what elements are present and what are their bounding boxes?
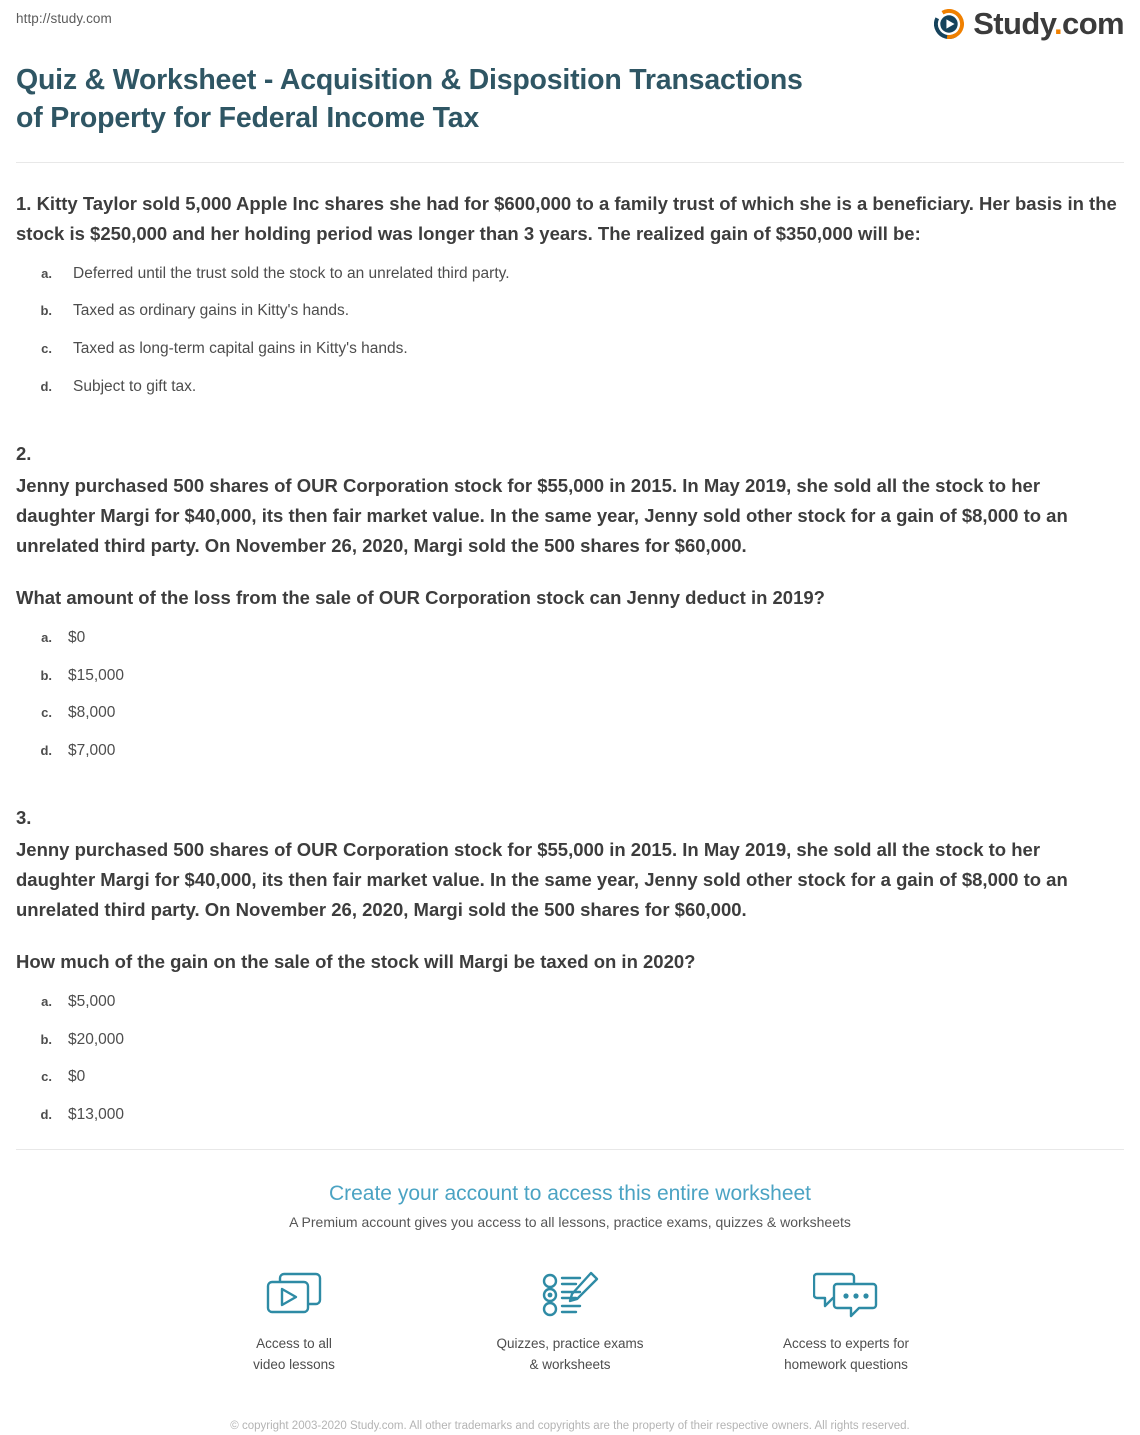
- option-letter: b.: [40, 303, 52, 319]
- option-text: $0: [68, 628, 86, 646]
- question-3-options: [16, 993, 1124, 1124]
- question-3: [16, 803, 1124, 1124]
- option-letter: c.: [41, 340, 52, 356]
- question-2: [16, 439, 1124, 760]
- option-c[interactable]: [34, 340, 1124, 359]
- option-c[interactable]: [34, 704, 1124, 723]
- cta-section: [16, 1150, 1124, 1435]
- logo-text-dot: .: [1054, 6, 1063, 41]
- questions-list: [16, 163, 1124, 1125]
- option-letter: b.: [40, 1031, 52, 1047]
- option-text: $5,000: [68, 993, 116, 1011]
- option-letter: b.: [40, 667, 52, 683]
- study-com-logo[interactable]: [934, 8, 1124, 39]
- question-3-prompt: How much of the gain on the sale of the stock will Margi be taxed on in 2020?: [16, 951, 696, 973]
- feature-label: [762, 1334, 930, 1375]
- page-title-line1: Quiz & Worksheet - Acquisition & Disposition Transactions: [16, 64, 803, 96]
- option-text: $20,000: [68, 1030, 125, 1048]
- cta-headline[interactable]: Create your account to access this entire worksheet: [328, 1181, 812, 1205]
- source-url: http://study.com: [16, 11, 112, 26]
- option-text: Subject to gift tax.: [73, 377, 197, 395]
- option-text: $0: [68, 1068, 86, 1086]
- option-b[interactable]: [34, 667, 1124, 686]
- feature-label-line2: & worksheets: [529, 1356, 611, 1372]
- feature-label-line1: Quizzes, practice exams: [496, 1336, 644, 1352]
- option-b[interactable]: [34, 1031, 1124, 1050]
- option-letter: a.: [41, 994, 52, 1010]
- feature-label-line1: Access to all: [256, 1336, 332, 1352]
- option-text: $15,000: [68, 666, 125, 684]
- option-d[interactable]: [34, 742, 1124, 761]
- question-1: [16, 189, 1124, 396]
- page-title: [16, 62, 1124, 138]
- feature-label-line2: video lessons: [253, 1356, 335, 1372]
- option-text: $13,000: [68, 1105, 125, 1123]
- option-letter: a.: [41, 265, 52, 281]
- option-letter: c.: [41, 705, 52, 721]
- option-text: Deferred until the trust sold the stock to an unrelated third party.: [73, 264, 510, 282]
- question-1-options: [16, 265, 1124, 396]
- option-b[interactable]: [34, 302, 1124, 321]
- option-text: Taxed as long-term capital gains in Kitty's hands.: [73, 339, 408, 357]
- cta-subtext: A Premium account gives you access to all lessons, practice exams, quizzes & worksheets: [289, 1213, 851, 1230]
- option-letter: d.: [40, 378, 52, 394]
- feature-label: [486, 1334, 654, 1375]
- question-1-stem: 1. Kitty Taylor sold 5,000 Apple Inc shares she had for $600,000 to a family trust of which she is a beneficiary. Her basis in the stock is $250,000 and her holding period was longer than 3 years. The realized gain of $350,000 will be:: [16, 192, 1117, 244]
- play-circle-icon: [934, 9, 964, 39]
- question-2-number: 2.: [16, 443, 32, 465]
- question-spacer: [16, 415, 1124, 439]
- quiz-pencil-icon: [486, 1266, 654, 1324]
- feature-list: [16, 1266, 1124, 1375]
- feature-label-line1: Access to experts for: [782, 1336, 910, 1352]
- feature-experts: [762, 1266, 930, 1375]
- option-a[interactable]: [34, 265, 1124, 284]
- option-c[interactable]: [34, 1068, 1124, 1087]
- copyright-notice: © copyright 2003-2020 Study.com. All other trademarks and copyrights are the property of their respective owners. All rights reserved.: [230, 1419, 910, 1432]
- question-3-number: 3.: [16, 807, 32, 829]
- feature-quizzes: [486, 1266, 654, 1375]
- option-letter: d.: [40, 742, 52, 758]
- option-a[interactable]: [34, 629, 1124, 648]
- chat-bubbles-icon: [762, 1266, 930, 1324]
- question-spacer: [16, 779, 1124, 803]
- feature-label-line2: homework questions: [784, 1356, 908, 1372]
- page-title-line2: of Property for Federal Income Tax: [16, 101, 480, 134]
- option-a[interactable]: [34, 993, 1124, 1012]
- feature-video-lessons: [210, 1266, 378, 1375]
- option-letter: d.: [40, 1106, 52, 1122]
- option-d[interactable]: [34, 1106, 1124, 1125]
- video-lessons-icon: [210, 1266, 378, 1324]
- option-text: Taxed as ordinary gains in Kitty's hands.: [73, 302, 350, 320]
- feature-label: [210, 1334, 378, 1375]
- question-2-stem: Jenny purchased 500 shares of OUR Corporation stock for $55,000 in 2015. In May 2019, she sold all the stock to her daughter Margi for $40,000, its then fair market value. In the same year, Jenny sold other stock for a gain of $8,000 to an unrelated third party. On November 26, 2020, Margi sold the 500 shares for $60,000.: [16, 475, 1068, 556]
- question-2-prompt: What amount of the loss from the sale of OUR Corporation stock can Jenny deduct in 2019?: [16, 586, 825, 608]
- option-letter: a.: [41, 629, 52, 645]
- option-letter: c.: [41, 1069, 52, 1085]
- option-text: $7,000: [68, 741, 116, 759]
- option-text: $8,000: [68, 704, 116, 722]
- logo-text-com: com: [1062, 6, 1124, 41]
- logo-wordmark: [973, 8, 1124, 39]
- page-header: [0, 0, 1140, 56]
- question-2-options: [16, 629, 1124, 760]
- question-3-stem: Jenny purchased 500 shares of OUR Corporation stock for $55,000 in 2015. In May 2019, she sold all the stock to her daughter Margi for $40,000, its then fair market value. In the same year, Jenny sold other stock for a gain of $8,000 to an unrelated third party. On November 26, 2020, Margi sold the 500 shares for $60,000.: [16, 839, 1068, 921]
- logo-text-study: Study: [973, 6, 1055, 41]
- option-d[interactable]: [34, 378, 1124, 397]
